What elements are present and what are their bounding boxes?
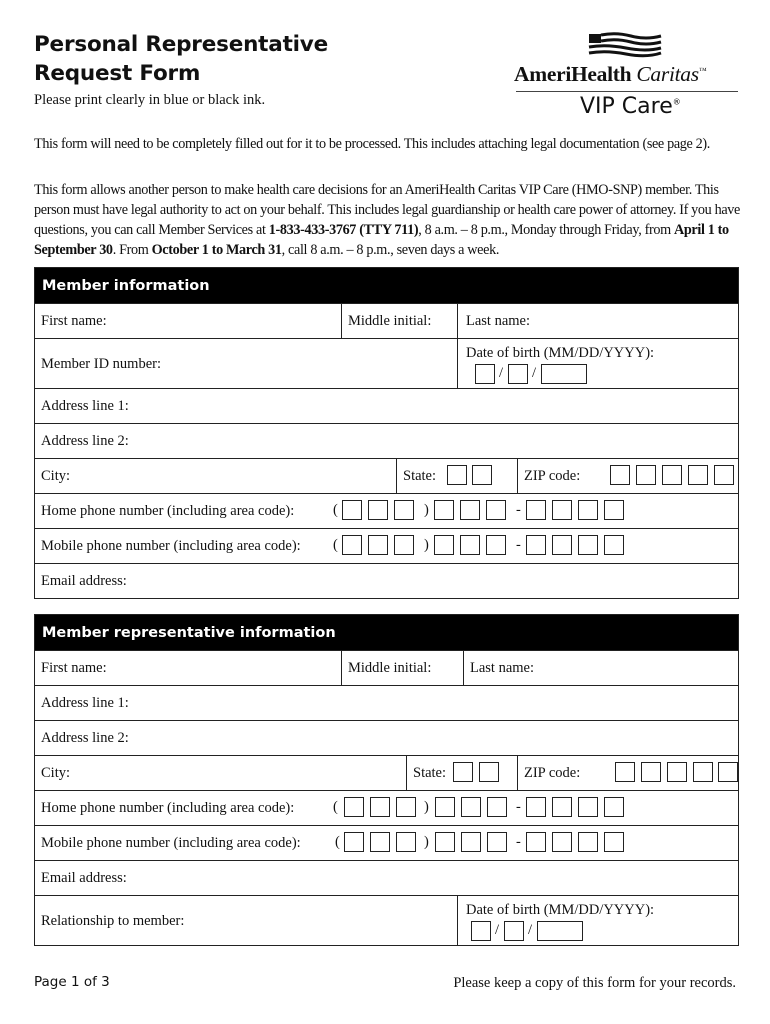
home-prefix-box-2[interactable] bbox=[460, 500, 480, 520]
home-prefix-box-1[interactable] bbox=[434, 500, 454, 520]
home-prefix-box-3[interactable] bbox=[486, 500, 506, 520]
home-area-box-1[interactable] bbox=[342, 500, 362, 520]
dob-year-box[interactable] bbox=[537, 921, 583, 941]
rep-mobile-phone-row: Mobile phone number (including area code): ( ) - bbox=[35, 825, 738, 860]
mobile-prefix-box-3[interactable] bbox=[486, 535, 506, 555]
middle-initial-label: Middle initial: bbox=[348, 660, 432, 676]
dob-month-box[interactable] bbox=[471, 921, 491, 941]
representative-information-section bbox=[34, 614, 739, 946]
address-line-2-label: Address line 2: bbox=[41, 730, 129, 746]
mobile-phone-label: Mobile phone number (including area code): bbox=[41, 538, 301, 554]
dob-day-box[interactable] bbox=[504, 921, 524, 941]
rep-email-row bbox=[35, 860, 738, 895]
mobile-line-box-2[interactable] bbox=[552, 535, 572, 555]
brand-bold: AmeriHealth bbox=[514, 62, 632, 86]
brand-italic: Caritas bbox=[636, 62, 699, 86]
product-label: VIP Care bbox=[580, 94, 673, 119]
zip-box-5[interactable] bbox=[714, 465, 734, 485]
mobile-line-box-2[interactable] bbox=[552, 832, 572, 852]
state-label: State: bbox=[403, 468, 437, 484]
zip-box-4[interactable] bbox=[693, 762, 713, 782]
rep-relationship-row: Relationship to member: Date of birth (MM/DD/YYYY): / / bbox=[35, 895, 738, 945]
last-name-label: Last name: bbox=[466, 313, 531, 329]
rep-home-phone-row: Home phone number (including area code): ( ) - bbox=[35, 790, 738, 825]
home-prefix-box-1[interactable] bbox=[435, 797, 455, 817]
member-home-phone-row: Home phone number (including area code): ( ) - bbox=[35, 493, 738, 528]
home-line-box-1[interactable] bbox=[526, 797, 546, 817]
mobile-line-box-4[interactable] bbox=[604, 535, 624, 555]
home-line-box-3[interactable] bbox=[578, 797, 598, 817]
member-services-phone: 1-833-433-3767 (TTY 711) bbox=[268, 222, 419, 238]
member-mobile-phone-row: Mobile phone number (including area code): ( ) - bbox=[35, 528, 738, 563]
section-heading: Member representative information bbox=[35, 615, 738, 650]
email-label: Email address: bbox=[41, 870, 127, 886]
first-name-label: First name: bbox=[41, 660, 107, 676]
member-information-section bbox=[34, 267, 739, 599]
member-id-row: Member ID number: Date of birth (MM/DD/YYYY): / / bbox=[35, 338, 738, 388]
dob-label: Date of birth (MM/DD/YYYY): bbox=[466, 902, 655, 918]
zip-box-1[interactable] bbox=[610, 465, 630, 485]
email-label: Email address: bbox=[41, 573, 127, 589]
home-line-box-2[interactable] bbox=[552, 500, 572, 520]
zip-box-5[interactable] bbox=[718, 762, 738, 782]
print-instruction: Please print clearly in blue or black ink. bbox=[34, 92, 266, 108]
first-name-label: First name: bbox=[41, 313, 107, 329]
city-label: City: bbox=[41, 765, 71, 781]
logo-rule bbox=[516, 91, 738, 92]
member-name-row bbox=[35, 303, 738, 338]
mobile-area-box-2[interactable] bbox=[370, 832, 390, 852]
mobile-area-box-1[interactable] bbox=[342, 535, 362, 555]
mobile-line-box-4[interactable] bbox=[604, 832, 624, 852]
mobile-area-box-3[interactable] bbox=[394, 535, 414, 555]
mobile-prefix-box-1[interactable] bbox=[434, 535, 454, 555]
address-line-1-label: Address line 1: bbox=[41, 398, 129, 414]
state-box-2[interactable] bbox=[472, 465, 492, 485]
mobile-line-box-1[interactable] bbox=[526, 832, 546, 852]
trademark: ™ bbox=[698, 65, 707, 75]
rep-name-row bbox=[35, 650, 738, 685]
ameri-health-caritas-vip-care-logo bbox=[514, 32, 740, 124]
member-id-label: Member ID number: bbox=[41, 356, 161, 372]
title-line-2: Request Form bbox=[34, 61, 201, 86]
intro-paragraph-2: This form allows another person to make health care decisions for an AmeriHealth Caritas VIP Care (HMO-SNP) member. This person must have legal authority to act on your behalf. This includes legal guardianship or health care power of attorney. If you have questions, you can call Member Services at 1-833-433-3767 (TTY 711), 8 a.m. – 8 p.m., Monday through Friday, from April 1 to September 30. From October 1 to March 31, call 8 a.m. – 8 p.m., seven days a week. bbox=[34, 182, 740, 258]
state-box-1[interactable] bbox=[453, 762, 473, 782]
zip-box-1[interactable] bbox=[615, 762, 635, 782]
state-box-1[interactable] bbox=[447, 465, 467, 485]
home-line-box-4[interactable] bbox=[604, 500, 624, 520]
brand-name bbox=[514, 62, 740, 87]
member-email-row bbox=[35, 563, 738, 598]
member-address-2-row bbox=[35, 423, 738, 458]
rep-city-row bbox=[35, 755, 738, 790]
mobile-area-box-2[interactable] bbox=[368, 535, 388, 555]
home-area-box-2[interactable] bbox=[370, 797, 390, 817]
home-area-box-3[interactable] bbox=[394, 500, 414, 520]
mobile-line-box-3[interactable] bbox=[578, 832, 598, 852]
zip-box-3[interactable] bbox=[667, 762, 687, 782]
home-area-box-2[interactable] bbox=[368, 500, 388, 520]
home-line-box-3[interactable] bbox=[578, 500, 598, 520]
relationship-label: Relationship to member: bbox=[41, 913, 185, 929]
zip-box-2[interactable] bbox=[636, 465, 656, 485]
dob-label: Date of birth (MM/DD/YYYY): bbox=[466, 345, 655, 361]
mobile-phone-label: Mobile phone number (including area code): bbox=[41, 835, 301, 851]
page-number: Page 1 of 3 bbox=[34, 974, 110, 990]
city-label: City: bbox=[41, 468, 71, 484]
zip-box-4[interactable] bbox=[688, 465, 708, 485]
mobile-line-box-1[interactable] bbox=[526, 535, 546, 555]
title-line-1: Personal Representative bbox=[34, 32, 329, 57]
home-line-box-4[interactable] bbox=[604, 797, 624, 817]
home-area-box-1[interactable] bbox=[344, 797, 364, 817]
address-line-1-label: Address line 1: bbox=[41, 695, 129, 711]
footer-note: Please keep a copy of this form for your records. bbox=[453, 975, 736, 991]
rep-address-2-row bbox=[35, 720, 738, 755]
product-name bbox=[580, 94, 681, 119]
page-title bbox=[34, 30, 328, 88]
home-line-box-2[interactable] bbox=[552, 797, 572, 817]
home-line-box-1[interactable] bbox=[526, 500, 546, 520]
flag-icon bbox=[586, 32, 666, 58]
zip-box-3[interactable] bbox=[662, 465, 682, 485]
dob-month-box[interactable] bbox=[475, 364, 495, 384]
intro-paragraph-1: This form will need to be completely filled out for it to be processed. This includes attaching legal documentation (see page 2). bbox=[34, 136, 710, 152]
state-label: State: bbox=[413, 765, 447, 781]
mobile-prefix-box-1[interactable] bbox=[435, 832, 455, 852]
zip-label: ZIP code: bbox=[524, 468, 581, 484]
mobile-prefix-box-3[interactable] bbox=[487, 832, 507, 852]
mobile-prefix-box-2[interactable] bbox=[461, 832, 481, 852]
dob-year-box[interactable] bbox=[541, 364, 587, 384]
mobile-prefix-box-2[interactable] bbox=[460, 535, 480, 555]
middle-initial-label: Middle initial: bbox=[348, 313, 432, 329]
registered-mark: ® bbox=[672, 97, 681, 107]
member-city-row bbox=[35, 458, 738, 493]
home-prefix-box-3[interactable] bbox=[487, 797, 507, 817]
state-box-2[interactable] bbox=[479, 762, 499, 782]
rep-address-1-row bbox=[35, 685, 738, 720]
address-line-2-label: Address line 2: bbox=[41, 433, 129, 449]
member-address-1-row bbox=[35, 388, 738, 423]
home-phone-label: Home phone number (including area code): bbox=[41, 503, 295, 519]
zip-box-2[interactable] bbox=[641, 762, 661, 782]
section-heading: Member information bbox=[35, 268, 738, 303]
zip-label: ZIP code: bbox=[524, 765, 581, 781]
mobile-area-box-1[interactable] bbox=[344, 832, 364, 852]
home-phone-label: Home phone number (including area code): bbox=[41, 800, 295, 816]
mobile-area-box-3[interactable] bbox=[396, 832, 416, 852]
last-name-label: Last name: bbox=[470, 660, 535, 676]
home-area-box-3[interactable] bbox=[396, 797, 416, 817]
mobile-line-box-3[interactable] bbox=[578, 535, 598, 555]
dob-day-box[interactable] bbox=[508, 364, 528, 384]
home-prefix-box-2[interactable] bbox=[461, 797, 481, 817]
